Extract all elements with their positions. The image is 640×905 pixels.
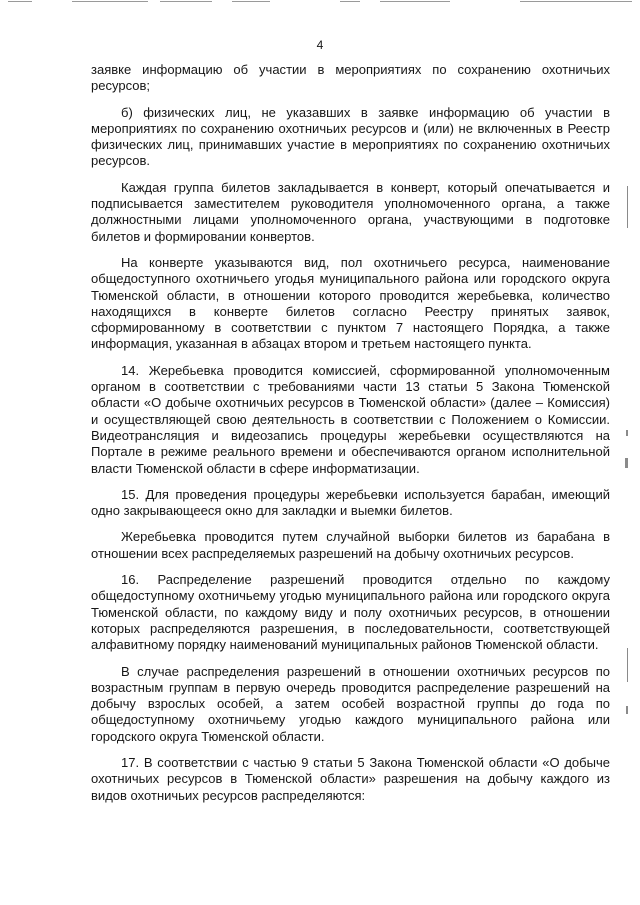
paragraph-age-groups: В случае распределения разрешений в отношении охотничьих ресурсов по возрастным группам в первую очередь проводится распределение разрешений на добычу взрослых особей, а затем особей возрастной группы до года по общедоступному охотничьему угодью каждого муниципального района или городского округа Тюменской области. <box>91 663 610 744</box>
scan-margin-mark <box>625 458 628 468</box>
document-body <box>91 62 610 814</box>
page-number: 4 <box>316 38 324 52</box>
paragraph-continuation: заявке информацию об участии в мероприятиях по сохранению охотничьих ресурсов; <box>91 62 610 94</box>
paragraph-15: 15. Для проведения процедуры жеребьевки используется барабан, имеющий одно закрывающееся окно для закладки и выемки билетов. <box>91 486 610 519</box>
scan-margin-mark <box>627 648 628 682</box>
paragraph-envelope-sealing: Каждая группа билетов закладывается в конверт, который опечатывается и подписывается заместителем руководителя уполномоченного органа, а также должностными лицами уполномоченного органа, участвующими в подготовке билетов и формировании конвертов. <box>91 179 610 244</box>
paragraph-envelope-label: На конверте указываются вид, пол охотничьего ресурса, наименование общедоступного охотничьего угодья муниципального района или городского округа Тюменской области, в отношении которого проводится жеребьевка, количество находящихся в конверте билетов согласно Реестру принятых заявок, сформированному в соответствии с пунктом 7 настоящего Порядка, а также информация, указанная в абзацах втором и третьем настоящего пункта. <box>91 254 610 352</box>
paragraph-item-b: б) физических лиц, не указавших в заявке информацию об участии в мероприятиях по сохранению охотничьих ресурсов и (или) не включенных в Реестр физических лиц, принимавших участие в мероприятиях по сохранению охотничьих ресурсов. <box>91 104 610 169</box>
scan-margin-mark <box>627 186 628 228</box>
paragraph-14: 14. Жеребьевка проводится комиссией, сформированной уполномоченным органом в соответствии с требованиями части 13 статьи 5 Закона Тюменской области «О добыче охотничьих ресурсов в Тюменской области» (далее – Комиссия) и осуществляющей свою деятельность в соответствии с Положением о Комиссии. Видеотрансляция и видеозапись процедуры жеребьевки осуществляются на Портале в режиме реального времени и обеспечиваются органом исполнительной власти Тюменской области в сфере информатизации. <box>91 362 610 476</box>
scan-top-edge <box>0 0 640 4</box>
scan-margin-mark <box>626 706 628 714</box>
paragraph-random-draw: Жеребьевка проводится путем случайной выборки билетов из барабана в отношении всех распределяемых разрешений на добычу охотничьих ресурсов. <box>91 529 610 561</box>
scan-margin-mark <box>626 430 628 436</box>
paragraph-17: 17. В соответствии с частью 9 статьи 5 Закона Тюменской области «О добыче охотничьих ресурсов в Тюменской области» разрешения на добычу каждого из видов охотничьих ресурсов распределяются: <box>91 754 610 803</box>
paragraph-16: 16. Распределение разрешений проводится отдельно по каждому общедоступному охотничьему угодью муниципального района или городского округа Тюменской области, по каждому виду и полу охотничьих ресурсов, в отношении которых распределяются разрешения, в последовательности, соответствующей алфавитному порядку наименований муниципальных районов Тюменской области. <box>91 572 610 653</box>
